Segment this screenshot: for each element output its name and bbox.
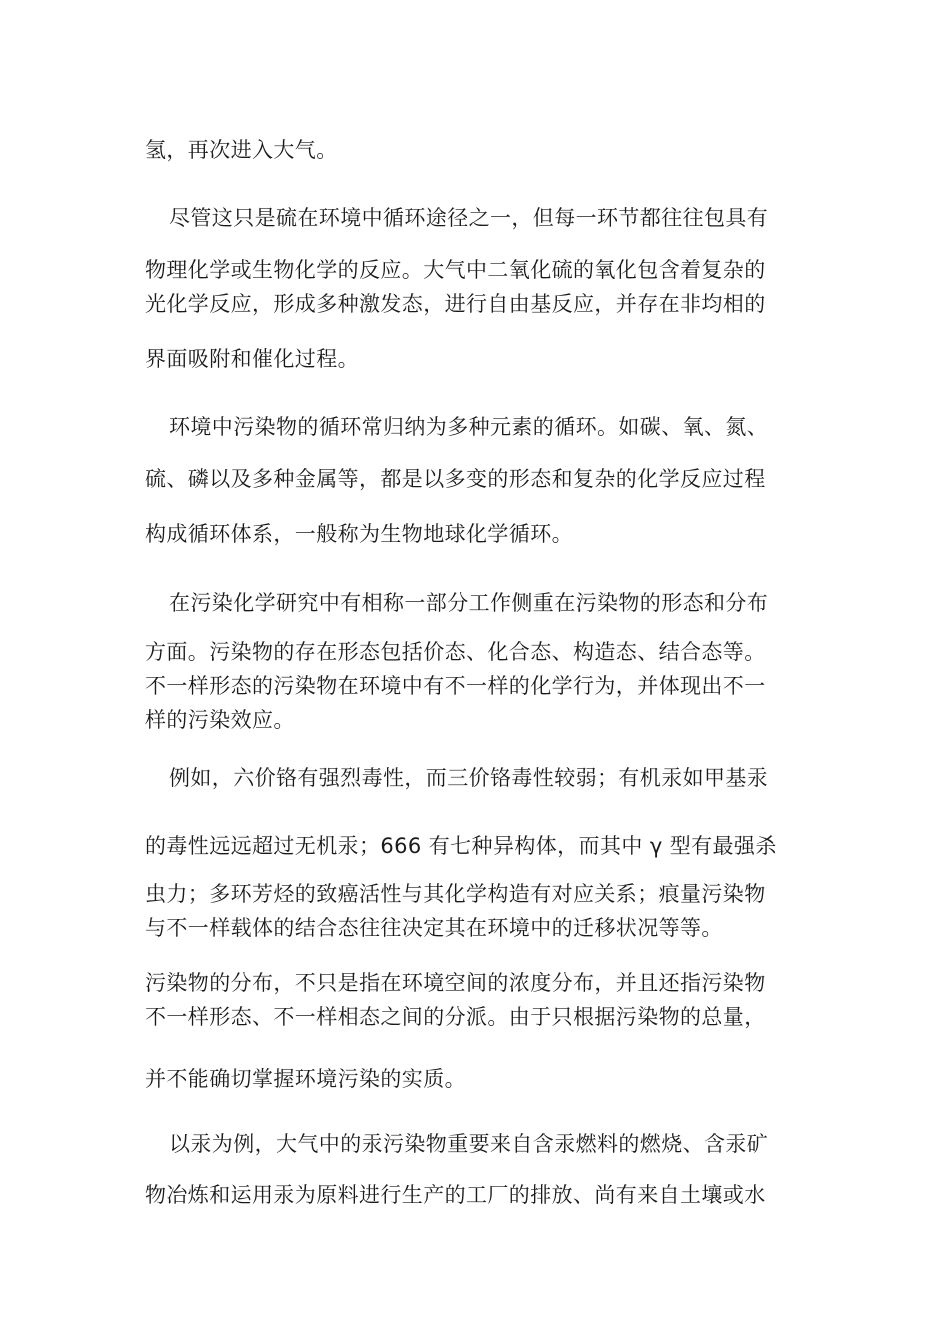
text-line: 不一样形态的污染物在环境中有不一样的化学行为，并体现出不一 bbox=[145, 674, 766, 698]
text-line: 氢，再次进入大气。 bbox=[145, 138, 338, 162]
text-line: 的毒性远远超过无机汞；666 有七种异构体，而其中 γ 型有最强杀 bbox=[145, 834, 777, 858]
text-line: 硫、磷以及多种金属等，都是以多变的形态和复杂的化学反应过程 bbox=[145, 467, 766, 491]
text-line: 以汞为例，大气中的汞污染物重要来自含汞燃料的燃烧、含汞矿 bbox=[169, 1132, 769, 1156]
text-line: 构成循环体系，一般称为生物地球化学循环。 bbox=[145, 522, 573, 546]
text-line: 在污染化学研究中有相称一部分工作侧重在污染物的形态和分布 bbox=[169, 591, 769, 615]
text-line: 界面吸附和催化过程。 bbox=[145, 347, 359, 371]
text-line: 样的污染效应。 bbox=[145, 708, 295, 732]
text-line: 方面。污染物的存在形态包括价态、化合态、构造态、结合态等。 bbox=[145, 640, 766, 664]
text-line: 尽管这只是硫在环境中循环途径之一，但每一环节都往往包具有 bbox=[169, 206, 769, 230]
text-line: 物理化学或生物化学的反应。大气中二氧化硫的氧化包含着复杂的 bbox=[145, 258, 766, 282]
text-line: 环境中污染物的循环常归纳为多种元素的循环。如碳、氧、氮、 bbox=[169, 415, 769, 439]
text-line: 光化学反应，形成多种激发态，进行自由基反应，并存在非均相的 bbox=[145, 292, 766, 316]
text-line: 不一样形态、不一样相态之间的分派。由于只根据污染物的总量， bbox=[145, 1005, 766, 1029]
text-line: 物冶炼和运用汞为原料进行生产的工厂的排放、尚有来自土壤或水 bbox=[145, 1183, 766, 1207]
text-line: 虫力；多环芳烃的致癌活性与其化学构造有对应关系；痕量污染物 bbox=[145, 882, 766, 906]
text-line: 并不能确切掌握环境污染的实质。 bbox=[145, 1067, 466, 1091]
text-line: 污染物的分布，不只是指在环境空间的浓度分布，并且还指污染物 bbox=[145, 971, 766, 995]
text-line: 与不一样载体的结合态往往决定其在环境中的迁移状况等等。 bbox=[145, 916, 723, 940]
text-line: 例如，六价铬有强烈毒性，而三价铬毒性较弱；有机汞如甲基汞 bbox=[169, 766, 769, 790]
